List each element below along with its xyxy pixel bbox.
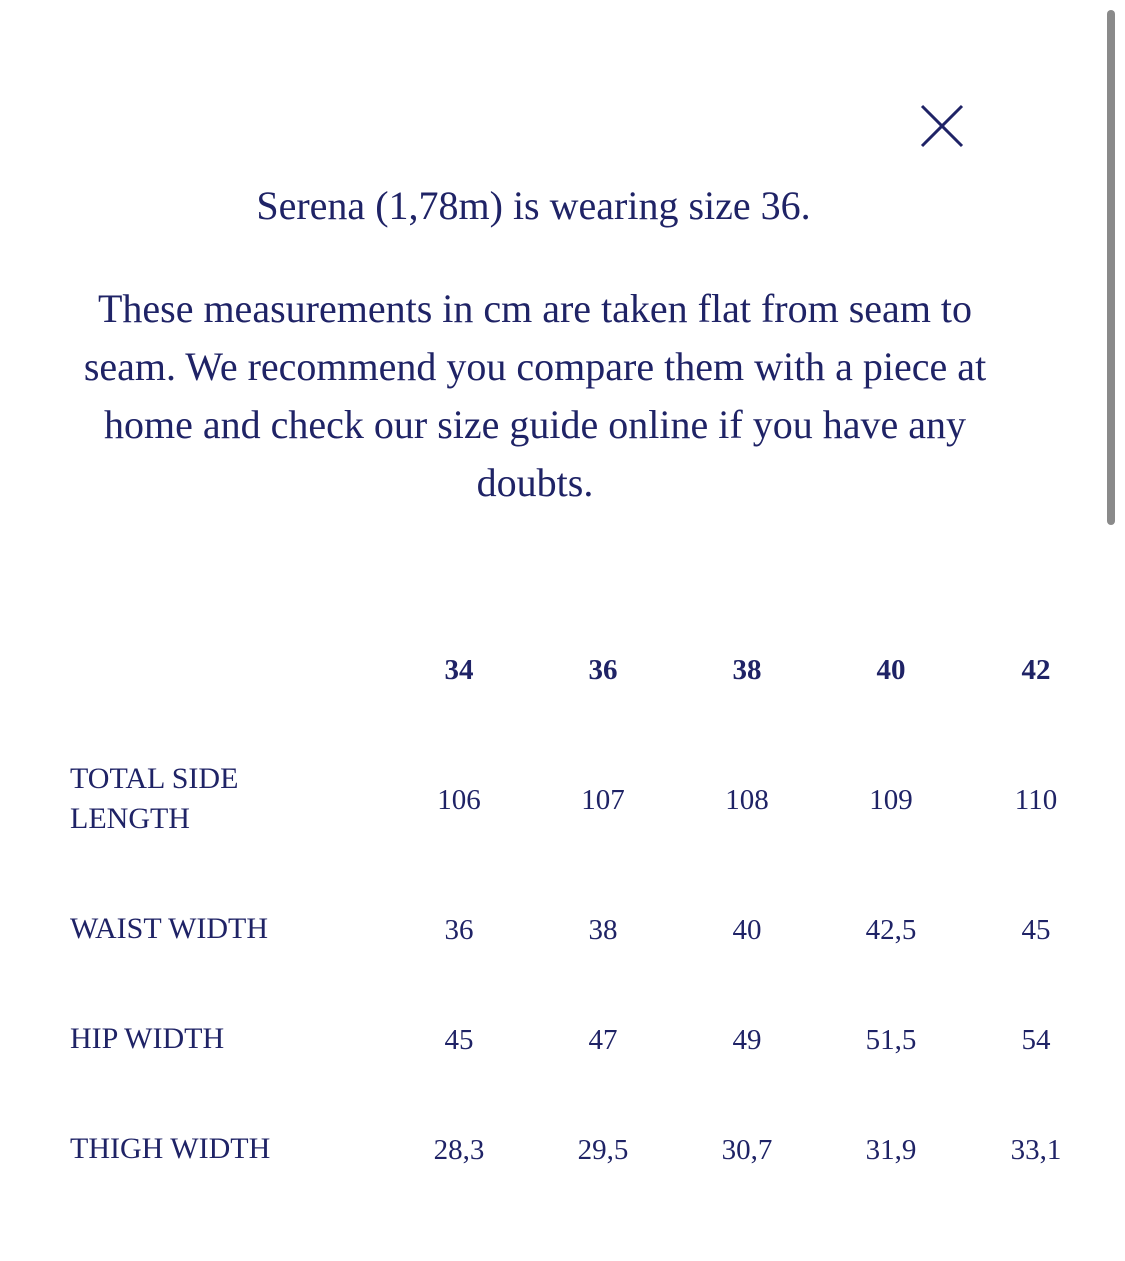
- close-button[interactable]: [916, 100, 968, 152]
- measurement-description: These measurements in cm are taken flat from seam to seam. We recommend you compare them with a piece at home and check our size guide online if you have any doubts.: [83, 286, 987, 505]
- size-header-42: 42: [1021, 654, 1051, 686]
- table-cell: 31,9: [865, 1134, 917, 1166]
- table-cell: 36: [444, 914, 474, 946]
- close-icon: [916, 100, 968, 152]
- size-header-40: 40: [876, 654, 906, 686]
- size-header-36: 36: [588, 654, 618, 686]
- row-label-thigh-width: THIGH WIDTH: [70, 1132, 271, 1165]
- row-label-line: LENGTH: [70, 802, 190, 835]
- table-cell: 47: [588, 1024, 618, 1056]
- table-cell: 109: [869, 784, 913, 816]
- scrollbar[interactable]: [1107, 10, 1115, 525]
- table-cell: 108: [725, 784, 769, 816]
- row-label-hip-width: HIP WIDTH: [70, 1022, 225, 1055]
- table-cell: 110: [1014, 784, 1058, 816]
- table-cell: 42,5: [865, 914, 917, 946]
- table-cell: 45: [444, 1024, 474, 1056]
- table-cell: 54: [1021, 1024, 1051, 1056]
- table-cell: 29,5: [577, 1134, 629, 1166]
- table-cell: 33,1: [1010, 1134, 1062, 1166]
- table-cell: 28,3: [433, 1134, 485, 1166]
- table-cell: 30,7: [721, 1134, 773, 1166]
- table-cell: 38: [588, 914, 618, 946]
- model-size-note: Serena (1,78m) is wearing size 36.: [256, 183, 811, 228]
- row-label-line: TOTAL SIDE: [70, 762, 239, 795]
- table-cell: 45: [1021, 914, 1051, 946]
- row-label-total-side-length: [70, 759, 370, 839]
- row-label-waist-width: WAIST WIDTH: [70, 912, 269, 945]
- table-cell: 51,5: [865, 1024, 917, 1056]
- size-header-34: 34: [444, 654, 474, 686]
- table-cell: 106: [437, 784, 481, 816]
- table-cell: 40: [732, 914, 762, 946]
- table-cell: 107: [581, 784, 625, 816]
- size-header-38: 38: [732, 654, 762, 686]
- table-cell: 49: [732, 1024, 762, 1056]
